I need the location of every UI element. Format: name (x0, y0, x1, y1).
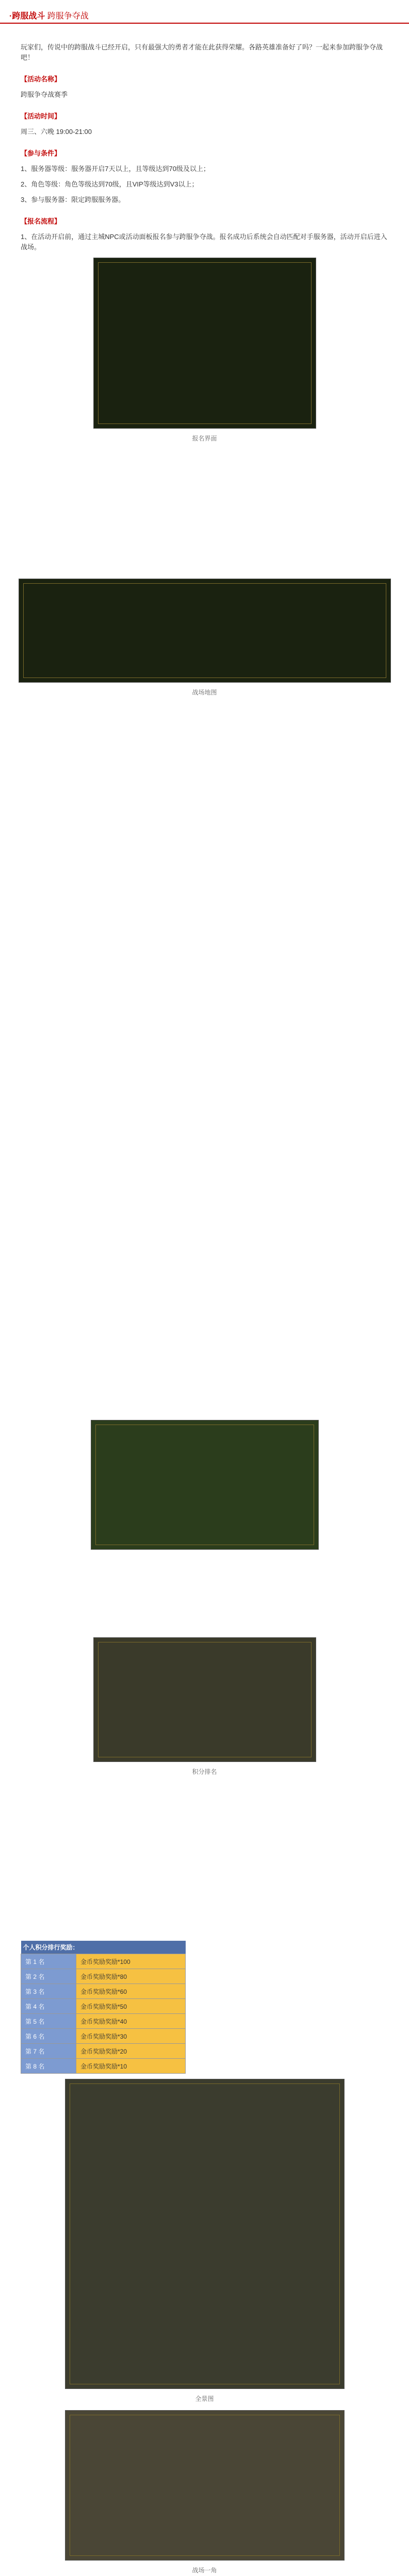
table-row (21, 2014, 186, 2029)
section-body: 跨服争夺战赛季 (21, 91, 68, 98)
title-main: 跨服争夺战 (47, 12, 89, 21)
image-caption: 积分排名 (192, 1768, 217, 1775)
rank-table-header: 个人积分排行奖励： (21, 1941, 186, 1954)
section-line: 1、服务器等级：服务器开启7天以上，且等级达到70级及以上； (21, 165, 210, 173)
table-row (21, 1969, 186, 1984)
rank-cell: 第 2 名 (21, 1969, 76, 1984)
rank-cell: 第 1 名 (21, 1954, 76, 1969)
panorama-screenshot (65, 2079, 345, 2389)
table-row (21, 1984, 186, 1999)
reward-cell: 金币奖励奖励*60 (76, 1984, 186, 1999)
page-header (0, 0, 409, 36)
image-caption: 全景图 (195, 2395, 214, 2402)
table-row (21, 2044, 186, 2059)
rank-cell: 第 3 名 (21, 1984, 76, 1999)
reward-cell: 金币奖励奖励*20 (76, 2044, 186, 2059)
reward-cell: 金币奖励奖励*50 (76, 1999, 186, 2014)
rank-cell: 第 4 名 (21, 1999, 76, 2014)
image-caption: 报名界面 (192, 435, 217, 442)
rank-reward-table (21, 1941, 186, 2074)
header-rule (0, 23, 409, 24)
field-screenshot (65, 2410, 345, 2561)
section-title: 【活动时间】 (21, 112, 61, 120)
image-caption: 战场地图 (192, 689, 217, 696)
table-row (21, 2059, 186, 2074)
image-caption: 战场一角 (192, 2567, 217, 2574)
table-row (21, 1999, 186, 2014)
title-prefix: ·跨服战斗 (9, 12, 45, 21)
table-row (21, 2029, 186, 2044)
rank-cell: 第 6 名 (21, 2029, 76, 2044)
section-line: 3、参与服务器：限定跨服服务器。 (21, 196, 125, 204)
rank-cell: 第 5 名 (21, 2014, 76, 2029)
section-body: 周三、六晚 19:00-21:00 (21, 128, 92, 135)
signup-screenshot (93, 258, 316, 429)
reward-cell: 金币奖励奖励*80 (76, 1969, 186, 1984)
reward-cell: 金币奖励奖励*10 (76, 2059, 186, 2074)
table-row (21, 1954, 186, 1969)
section-title: 【报名流程】 (21, 217, 61, 225)
reward-cell: 金币奖励奖励*40 (76, 2014, 186, 2029)
intro-text: 玩家们，传说中的跨服战斗已经开启，只有最强大的勇者才能在此获得荣耀。各路英雄准备好了吗？一起来参加跨服争夺战吧！ (21, 43, 383, 61)
rank-cell: 第 8 名 (21, 2059, 76, 2074)
rank-cell: 第 7 名 (21, 2044, 76, 2059)
reward-cell: 金币奖励奖励*30 (76, 2029, 186, 2044)
reward-cell: 金币奖励奖励*100 (76, 1954, 186, 1969)
map-screenshot (19, 579, 391, 683)
section-title: 【参与条件】 (21, 149, 61, 157)
battle-screenshot (91, 1420, 319, 1550)
page-title (9, 9, 89, 21)
section-body: 1、在活动开启前，通过主城NPC或活动面板报名参与跨服争夺战。报名成功后系统会自动匹配对手服务器，活动开启后进入战场。 (21, 233, 387, 251)
section-title: 【活动名称】 (21, 75, 61, 83)
article-body (0, 36, 409, 2576)
section-line: 2、角色等级：角色等级达到70级，且VIP等级达到V3以上； (21, 180, 199, 188)
arena-screenshot (93, 1637, 316, 1762)
